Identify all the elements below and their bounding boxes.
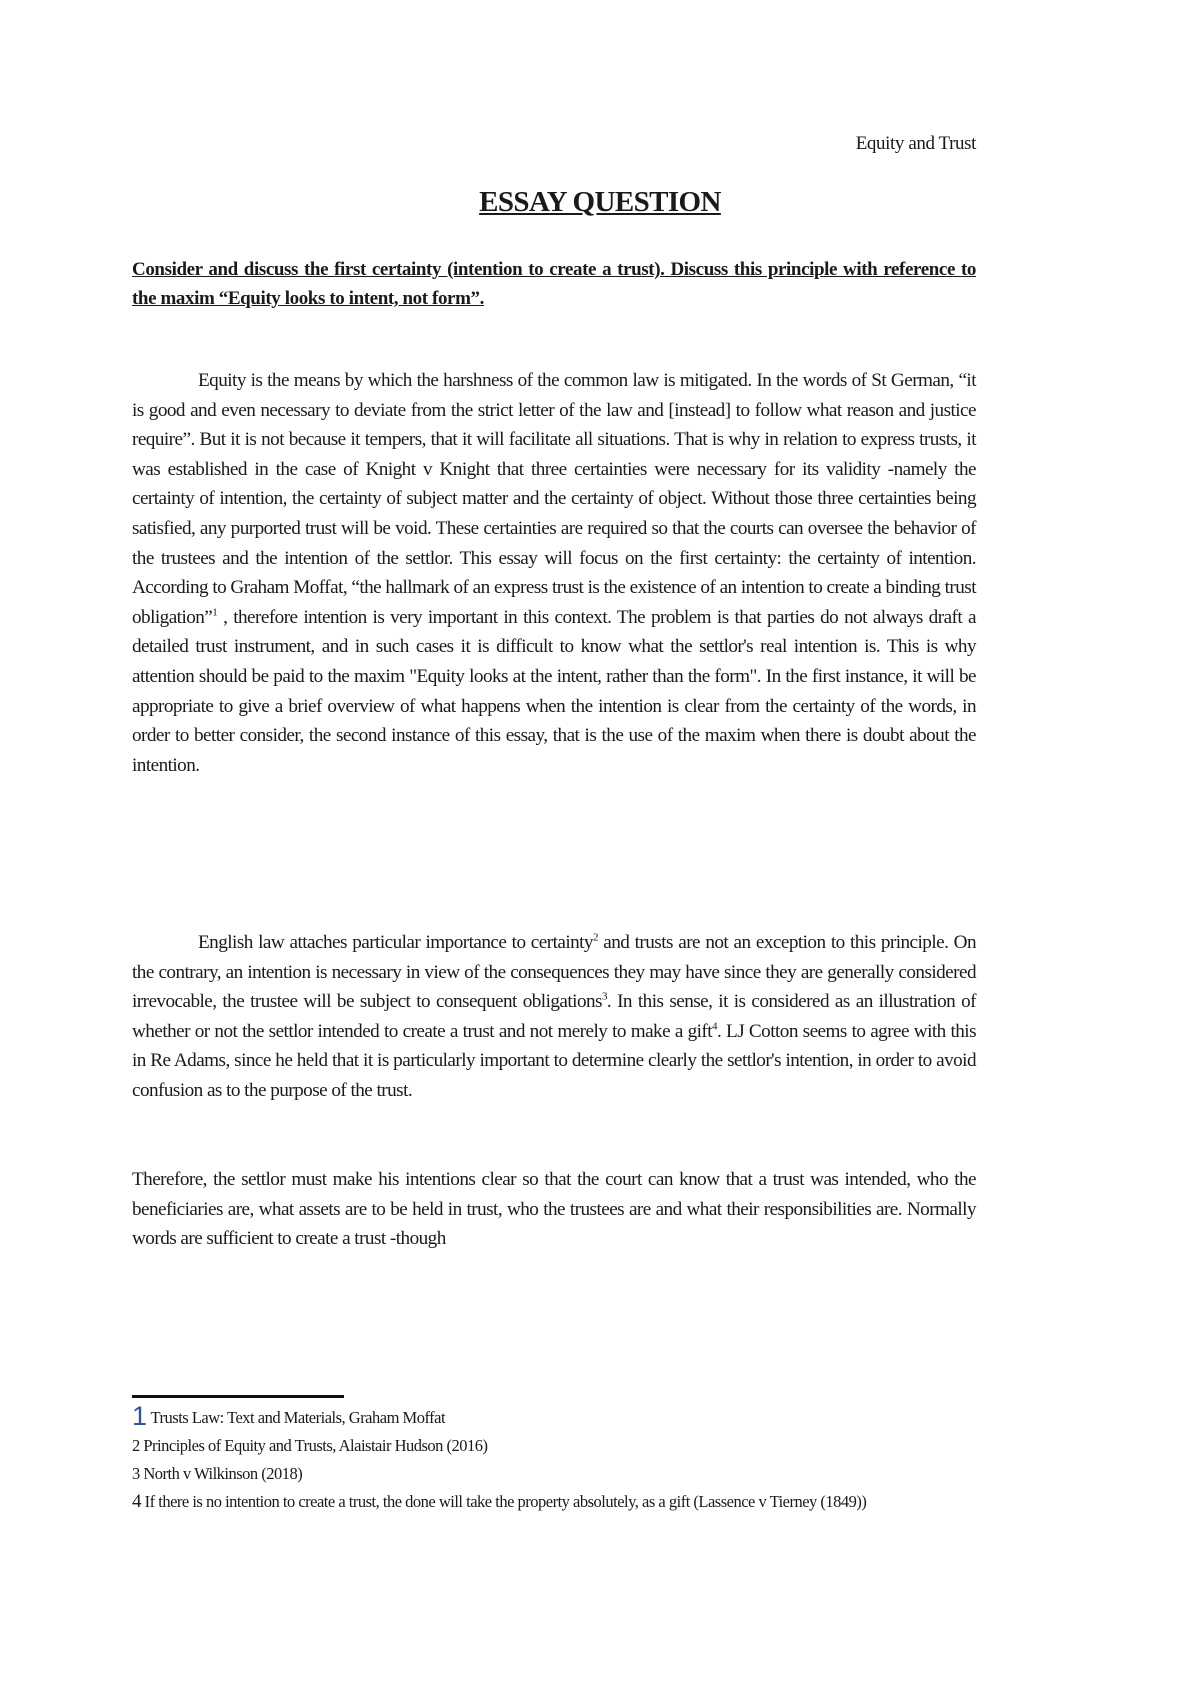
paragraph-introduction [132, 366, 976, 780]
paragraph-therefore [132, 1165, 976, 1254]
page-title: ESSAY QUESTION [479, 186, 721, 218]
footnote-text: If there is no intention to create a trust, the done will take the property absolutely, as a gift (Lassence v Tierney (1849)) [144, 1492, 867, 1511]
footnote-ref-3[interactable]: 3 [601, 990, 607, 1003]
paragraph-text: English law attaches particular importance to certainty [198, 932, 593, 953]
footnote-ref-2[interactable]: 2 [592, 931, 598, 944]
footnote-ref-1[interactable]: 1 [212, 606, 218, 619]
paragraph-certainty [132, 928, 976, 1106]
footnote-number: 2 [132, 1436, 140, 1455]
footnote-1 [132, 1402, 982, 1432]
footnote-number: 4 [132, 1491, 141, 1512]
footnote-3 [132, 1460, 982, 1488]
paragraph-text: Equity is the means by which the harshness of the common law is mitigated. In the words of St German, “it is good and even necessary to deviate from the strict letter of the law and [instead] to follow what reason and justice require”. But it is not because it tempers, that it will facilitate all situations. That is why in relation to express trusts, it was established in the case of Knight v Knight that three certainties were necessary for its validity -namely the certainty of intention, the certainty of subject matter and the certainty of object. Without those three certainties being satisfied, any purported trust will be void. These certainties are required so that the courts can oversee the behavior of the trustees and the intention of the settlor. This essay will focus on the first certainty: the certainty of intention. According to Graham Moffat, “the hallmark of an express trust is the existence of an intention to create a binding trust obligation” [132, 370, 976, 628]
footnote-text: Principles of Equity and Trusts, Alaistair Hudson (2016) [143, 1436, 488, 1455]
running-header: Equity and Trust [855, 133, 976, 154]
footnote-separator [132, 1395, 344, 1398]
footnote-number: 3 [132, 1464, 140, 1483]
essay-question: Consider and discuss the first certainty (intention to create a trust). Discuss this principle with reference to the maxim “Equity looks to intent, not form”. [132, 259, 976, 309]
footnotes [132, 1402, 982, 1516]
footnote-4 [132, 1488, 982, 1516]
footnote-ref-4[interactable]: 4 [712, 1020, 717, 1033]
paragraph-text: . LJ Cotton seems to agree with this in Re Adams, since he held that it is particularly important to determine clearly the settlor's intention, in order to avoid confusion as to the purpose of the trust. [132, 1020, 976, 1101]
footnote-text: North v Wilkinson (2018) [143, 1464, 303, 1483]
footnote-number: 1 [132, 1401, 147, 1431]
paragraph-text: Therefore, the settlor must make his intentions clear so that the court can know that a trust was intended, who the beneficiaries are, what assets are to be held in trust, who the trustees are and what their responsibilities are. Normally words are sufficient to create a trust -though [132, 1169, 976, 1250]
paragraph-text: and trusts are not an exception to this principle. On the contrary, an intention is necessary in view of the consequences they may have since they are generally considered irrevocable, the trustee will be subject to consequent obligations [132, 932, 976, 1013]
paragraph-text: . In this sense, it is considered as an illustration of whether or not the settlor intended to create a trust and not merely to make a gift [132, 991, 976, 1042]
footnote-2 [132, 1432, 982, 1460]
paragraph-text: , therefore intention is very important in this context. The problem is that parties do not always draft a detailed trust instrument, and in such cases it is difficult to know what the settlor's real intention is. This is why attention should be paid to the maxim "Equity looks at the intent, rather than the form". In the first instance, it will be appropriate to give a brief overview of what happens when the intention is clear from the certainty of the words, in order to better consider, the second instance of this essay, that is the use of the maxim when there is doubt about the intention. [132, 606, 976, 776]
footnote-text: Trusts Law: Text and Materials, Graham Moffat [150, 1408, 446, 1427]
